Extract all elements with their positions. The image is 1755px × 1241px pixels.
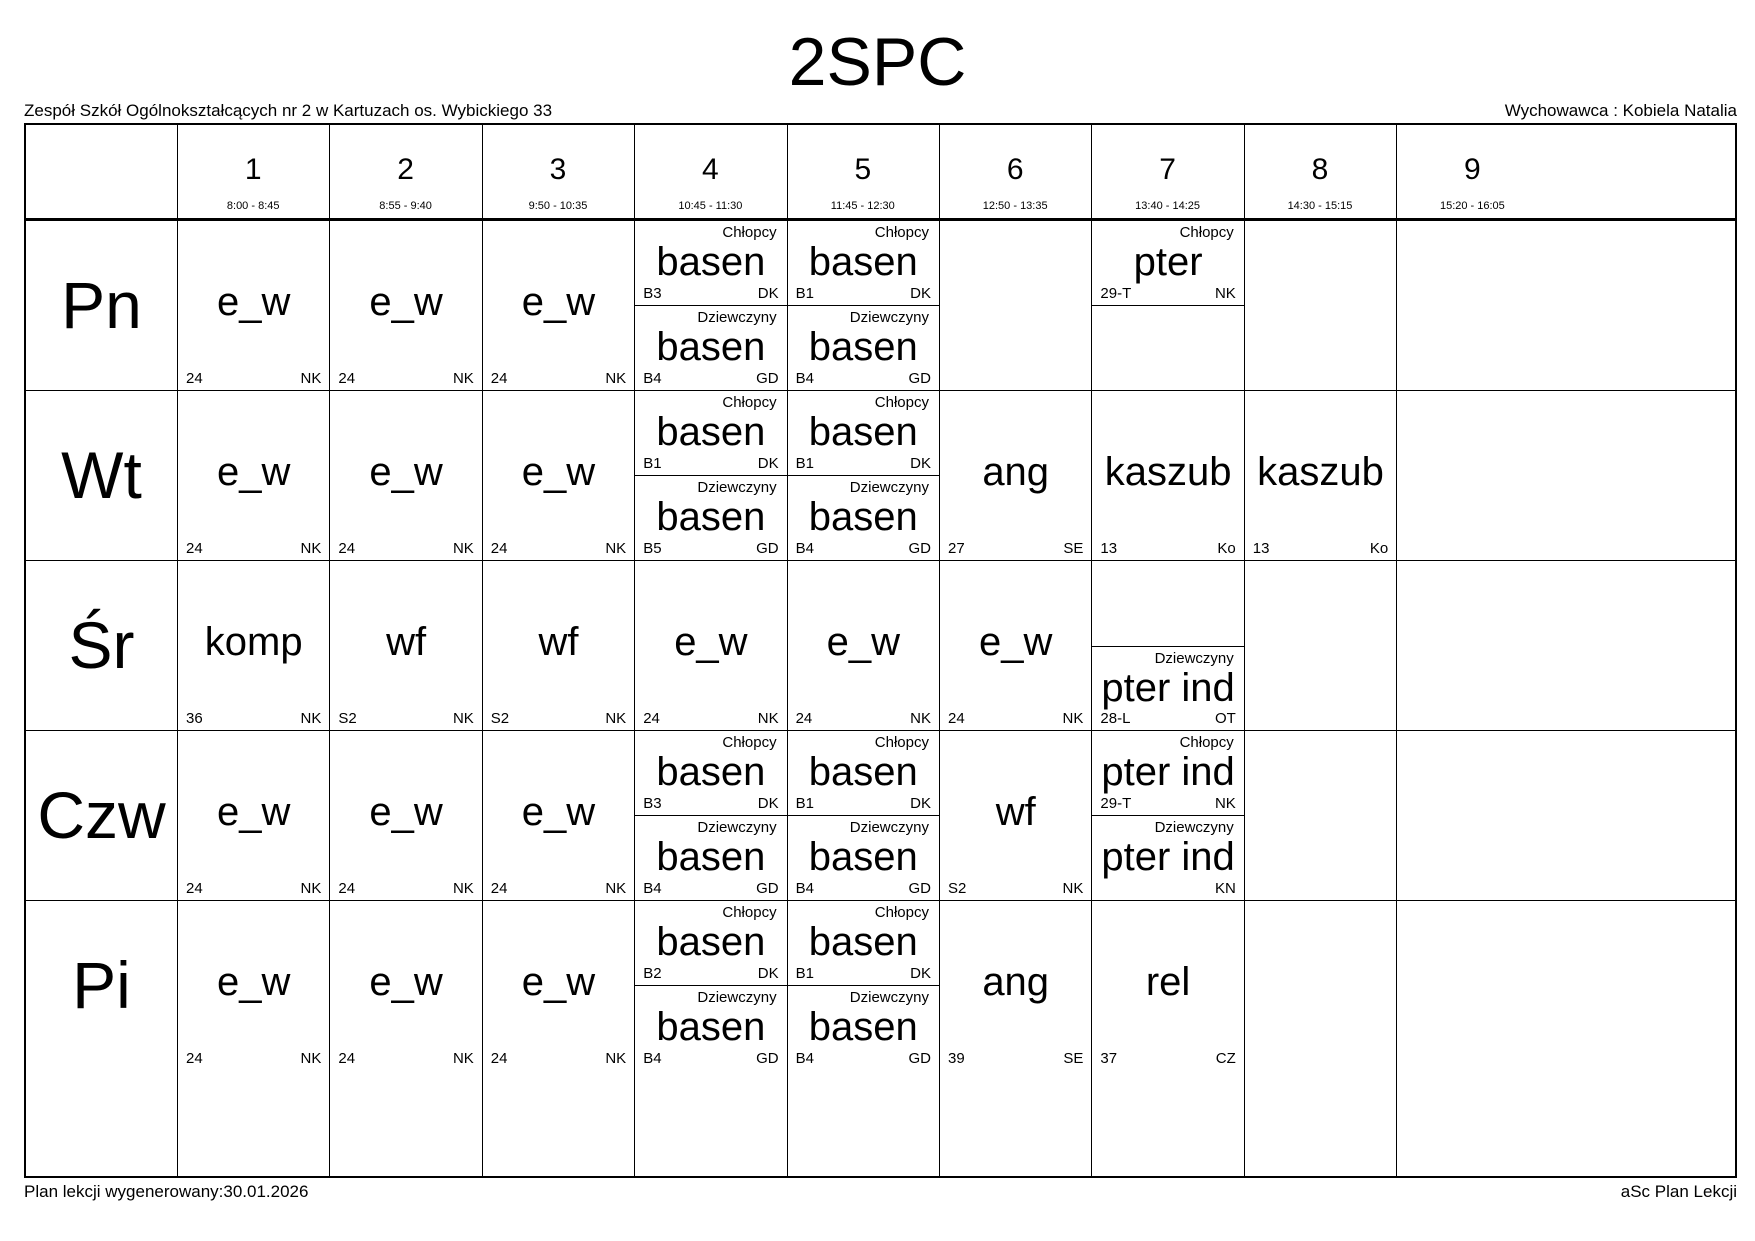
- lesson-room: B4: [795, 879, 814, 897]
- lesson-cell: [940, 731, 1091, 900]
- day-label: Czw: [37, 778, 166, 852]
- software-name: aSc Plan Lekcji: [1620, 1182, 1737, 1201]
- lesson-cell: [178, 901, 329, 1070]
- lesson-teacher: Ko: [1369, 539, 1389, 557]
- lesson-cell: [1092, 221, 1243, 306]
- lesson-room: B1: [795, 454, 814, 472]
- lesson-teacher: NK: [605, 1049, 627, 1067]
- lesson-subject: ang: [982, 449, 1050, 494]
- lesson-room: B5: [643, 539, 662, 557]
- lesson-room: B3: [643, 284, 662, 302]
- lesson-cell: [788, 986, 939, 1070]
- lesson-cell: [635, 986, 786, 1070]
- lesson-room: 24: [338, 369, 356, 387]
- lesson-room: B3: [643, 794, 662, 812]
- column-divider: [1396, 125, 1397, 1176]
- lesson-cell: [788, 731, 939, 816]
- lesson-subject: e_w: [521, 279, 596, 324]
- lesson-room: 37: [1100, 1049, 1118, 1067]
- lesson-subject: basen: [808, 749, 918, 794]
- lesson-room: 24: [490, 369, 508, 387]
- lesson-subject: e_w: [521, 959, 596, 1004]
- lesson-group: Chłopcy: [874, 733, 929, 751]
- lesson-teacher: NK: [1062, 709, 1084, 727]
- lesson-subject: basen: [808, 239, 918, 284]
- lesson-subject: wf: [995, 789, 1036, 834]
- lesson-teacher: NK: [910, 709, 931, 727]
- lesson-subject: e_w: [369, 959, 443, 1004]
- lesson-subject: ang: [982, 959, 1050, 1004]
- lesson-group: Chłopcy: [874, 393, 929, 411]
- period-number: 9: [1464, 153, 1481, 186]
- lesson-room: B4: [643, 369, 662, 387]
- lesson-cell: [940, 391, 1091, 560]
- lesson-cell: [635, 731, 786, 816]
- lesson-subject: wf: [538, 619, 579, 664]
- lesson-teacher: NK: [300, 369, 322, 387]
- lesson-teacher: GD: [756, 879, 779, 897]
- lesson-room: 29-T: [1100, 284, 1132, 302]
- lesson-cell: [635, 306, 786, 390]
- period-number: 4: [702, 153, 719, 186]
- lesson-room: B4: [795, 1049, 814, 1067]
- lesson-teacher: NK: [452, 539, 474, 557]
- lesson-teacher: NK: [605, 879, 627, 897]
- lesson-teacher: DK: [910, 964, 931, 982]
- lesson-room: B4: [795, 369, 814, 387]
- lesson-room: B4: [643, 1049, 662, 1067]
- lesson-teacher: NK: [300, 539, 322, 557]
- period-time: 9:50 - 10:35: [528, 200, 588, 212]
- lesson-group: Dziewczyny: [1154, 649, 1234, 667]
- lesson-group: Dziewczyny: [1154, 818, 1234, 836]
- lesson-cell: [178, 731, 329, 900]
- lesson-subject: kaszub: [1104, 449, 1232, 494]
- lesson-subject: e_w: [369, 789, 443, 834]
- lesson-cell: [178, 221, 329, 390]
- lesson-subject: e_w: [217, 959, 291, 1004]
- lesson-group: Chłopcy: [722, 903, 777, 921]
- lesson-subject: basen: [656, 1004, 766, 1049]
- lesson-room: S2: [338, 709, 357, 727]
- lesson-room: 24: [795, 709, 813, 727]
- lesson-teacher: OT: [1214, 709, 1236, 727]
- lesson-room: B1: [795, 964, 814, 982]
- lesson-subject: pter ind: [1101, 834, 1235, 879]
- lesson-room: 24: [338, 879, 356, 897]
- column-divider: [1244, 125, 1245, 1176]
- lesson-group: Dziewczyny: [697, 478, 777, 496]
- lesson-room: B1: [795, 794, 814, 812]
- lesson-teacher: GD: [908, 1049, 931, 1067]
- lesson-subject: basen: [808, 1004, 918, 1049]
- period-time: 10:45 - 11:30: [678, 200, 743, 212]
- lesson-cell: [788, 391, 939, 476]
- lesson-teacher: NK: [300, 879, 322, 897]
- lesson-teacher: NK: [452, 1049, 474, 1067]
- lesson-teacher: SE: [1063, 539, 1084, 557]
- lesson-subject: e_w: [217, 279, 291, 324]
- lesson-subject: e_w: [369, 279, 443, 324]
- lesson-group: Dziewczyny: [849, 478, 929, 496]
- lesson-cell: [483, 391, 634, 560]
- lesson-teacher: NK: [1062, 879, 1084, 897]
- lesson-subject: wf: [386, 619, 427, 664]
- lesson-cell: [483, 561, 634, 730]
- period-number: 6: [1006, 153, 1024, 186]
- page-title: 2SPC: [788, 24, 967, 100]
- lesson-group: Chłopcy: [1179, 223, 1234, 241]
- lesson-subject: e_w: [217, 789, 291, 834]
- lesson-subject: kaszub: [1257, 449, 1384, 494]
- lesson-room: B4: [643, 879, 662, 897]
- lesson-subject: basen: [808, 324, 918, 369]
- lesson-group: Dziewczyny: [849, 308, 929, 326]
- lesson-room: 24: [338, 1049, 356, 1067]
- lesson-room: 36: [186, 709, 203, 727]
- lesson-cell: [1092, 391, 1243, 560]
- period-number: 1: [244, 153, 262, 186]
- period-number: 3: [549, 153, 567, 186]
- lesson-teacher: NK: [1214, 794, 1236, 812]
- lesson-teacher: GD: [756, 1049, 779, 1067]
- lesson-cell: [940, 561, 1091, 730]
- lesson-room: 24: [186, 1049, 203, 1067]
- lesson-room: 24: [643, 709, 660, 727]
- period-number: 7: [1159, 153, 1176, 186]
- period-time: 11:45 - 12:30: [830, 200, 895, 212]
- lesson-subject: e_w: [521, 789, 596, 834]
- lesson-cell: [788, 306, 939, 390]
- lesson-subject: basen: [808, 494, 918, 539]
- period-time: 8:55 - 9:40: [379, 200, 432, 212]
- lesson-room: 24: [948, 709, 965, 727]
- lesson-cell: [1245, 391, 1396, 560]
- lesson-cell: [1092, 816, 1243, 900]
- lesson-subject: e_w: [369, 449, 443, 494]
- lesson-teacher: NK: [1214, 284, 1236, 302]
- class-teacher: Wychowawca : Kobiela Natalia: [1504, 101, 1737, 120]
- lesson-group: Chłopcy: [722, 393, 777, 411]
- lesson-teacher: KN: [1214, 879, 1236, 897]
- day-label: Śr: [68, 608, 135, 682]
- lesson-cell: [178, 391, 329, 560]
- lesson-subject: komp: [204, 619, 303, 664]
- lesson-group: Chłopcy: [722, 223, 777, 241]
- lesson-cell: [483, 901, 634, 1070]
- lesson-subject: basen: [808, 919, 918, 964]
- period-number: 2: [397, 153, 414, 186]
- lesson-cell: [635, 816, 786, 900]
- lesson-cell: [635, 476, 786, 560]
- lesson-teacher: DK: [910, 454, 931, 472]
- lesson-subject: basen: [656, 919, 766, 964]
- generated-date: Plan lekcji wygenerowany:30.01.2026: [24, 1182, 309, 1201]
- lesson-room: 39: [948, 1049, 965, 1067]
- lesson-teacher: NK: [605, 369, 627, 387]
- lesson-subject: basen: [808, 834, 918, 879]
- lesson-teacher: NK: [452, 709, 474, 727]
- lesson-room: 29-T: [1100, 794, 1132, 812]
- lesson-teacher: NK: [605, 539, 627, 557]
- lesson-cell: [330, 221, 481, 390]
- lesson-room: S2: [948, 879, 967, 897]
- lesson-teacher: GD: [756, 369, 779, 387]
- lesson-group: Chłopcy: [874, 903, 929, 921]
- period-time: 15:20 - 16:05: [1439, 200, 1505, 212]
- lesson-teacher: Ko: [1217, 539, 1236, 557]
- lesson-cell: [635, 221, 786, 306]
- lesson-room: 24: [338, 539, 356, 557]
- lesson-room: 24: [186, 369, 203, 387]
- lesson-cell: [1092, 646, 1243, 730]
- lesson-cell: [1092, 901, 1243, 1070]
- lesson-subject: pter ind: [1101, 749, 1235, 794]
- lesson-subject: e_w: [979, 619, 1053, 664]
- period-time: 13:40 - 14:25: [1135, 200, 1200, 212]
- lesson-teacher: DK: [757, 284, 779, 302]
- lesson-group: Dziewczyny: [849, 818, 929, 836]
- lesson-room: 13: [1100, 539, 1118, 557]
- lesson-room: 27: [948, 539, 965, 557]
- lesson-teacher: NK: [452, 879, 474, 897]
- lesson-room: B2: [643, 964, 662, 982]
- lesson-group: Dziewczyny: [849, 988, 929, 1006]
- day-label: Wt: [61, 438, 142, 512]
- period-time: 8:00 - 8:45: [226, 200, 280, 212]
- lesson-teacher: DK: [910, 794, 931, 812]
- lesson-cell: [635, 391, 786, 476]
- lesson-cell: [940, 901, 1091, 1070]
- lesson-subject: basen: [656, 749, 766, 794]
- lesson-subject: e_w: [826, 619, 900, 664]
- lesson-teacher: GD: [908, 879, 931, 897]
- lesson-teacher: GD: [908, 539, 931, 557]
- lesson-cell: [788, 221, 939, 306]
- lesson-subject: basen: [656, 324, 766, 369]
- lesson-teacher: DK: [757, 454, 779, 472]
- lesson-cell: [788, 901, 939, 986]
- lesson-room: 24: [490, 1049, 508, 1067]
- lesson-cell: [1092, 731, 1243, 816]
- lesson-teacher: DK: [910, 284, 931, 302]
- lesson-cell: [330, 731, 481, 900]
- period-number: 5: [854, 153, 872, 186]
- lesson-room: 24: [186, 539, 203, 557]
- lesson-teacher: DK: [757, 794, 779, 812]
- lesson-room: S2: [490, 709, 510, 727]
- lesson-subject: basen: [656, 494, 766, 539]
- lesson-cell: [788, 561, 939, 730]
- period-time: 12:50 - 13:35: [982, 200, 1048, 212]
- lesson-cell: [330, 901, 481, 1070]
- day-label: Pi: [72, 948, 131, 1022]
- lesson-cell: [788, 476, 939, 560]
- lesson-cell: [330, 561, 481, 730]
- lesson-room: B1: [643, 454, 662, 472]
- lesson-group: Chłopcy: [722, 733, 777, 751]
- school-name: Zespół Szkół Ogólnokształcących nr 2 w Kartuzach os. Wybickiego 33: [24, 101, 553, 120]
- lesson-teacher: NK: [452, 369, 474, 387]
- lesson-cell: [635, 901, 786, 986]
- lesson-group: Chłopcy: [1179, 733, 1234, 751]
- lesson-group: Dziewczyny: [697, 818, 777, 836]
- lesson-subject: pter ind: [1101, 665, 1235, 710]
- lesson-group: Dziewczyny: [697, 308, 777, 326]
- lesson-room: 24: [186, 879, 203, 897]
- lesson-teacher: DK: [757, 964, 779, 982]
- lesson-room: 24: [490, 879, 508, 897]
- lesson-subject: basen: [656, 239, 766, 284]
- lesson-subject: e_w: [521, 449, 596, 494]
- lesson-teacher: CZ: [1215, 1049, 1236, 1067]
- lesson-teacher: GD: [756, 539, 779, 557]
- lesson-teacher: NK: [605, 709, 627, 727]
- lesson-room: B4: [795, 539, 814, 557]
- lesson-cell: [483, 731, 634, 900]
- period-time: 14:30 - 15:15: [1287, 200, 1353, 212]
- lesson-teacher: GD: [908, 369, 931, 387]
- lesson-subject: rel: [1145, 959, 1191, 1004]
- lesson-cell: [788, 816, 939, 900]
- lesson-cell: [635, 561, 786, 730]
- lesson-teacher: SE: [1063, 1049, 1084, 1067]
- lesson-room: 24: [490, 539, 508, 557]
- lesson-teacher: NK: [757, 709, 779, 727]
- timetable-grid: [24, 123, 1737, 1178]
- lesson-teacher: NK: [300, 709, 322, 727]
- lesson-teacher: NK: [300, 1049, 322, 1067]
- day-label: Pn: [61, 268, 142, 342]
- lesson-cell: [178, 561, 329, 730]
- lesson-subject: basen: [656, 409, 766, 454]
- lesson-subject: basen: [808, 409, 918, 454]
- lesson-group: Chłopcy: [874, 223, 929, 241]
- lesson-room: 13: [1252, 539, 1270, 557]
- lesson-room: B1: [795, 284, 814, 302]
- lesson-cell: [330, 391, 481, 560]
- lesson-group: Dziewczyny: [697, 988, 777, 1006]
- lesson-subject: pter: [1133, 239, 1203, 284]
- lesson-subject: basen: [656, 834, 766, 879]
- lesson-cell: [483, 221, 634, 390]
- period-number: 8: [1311, 153, 1329, 186]
- lesson-subject: e_w: [674, 619, 748, 664]
- lesson-subject: e_w: [217, 449, 291, 494]
- lesson-room: 28-L: [1100, 709, 1131, 727]
